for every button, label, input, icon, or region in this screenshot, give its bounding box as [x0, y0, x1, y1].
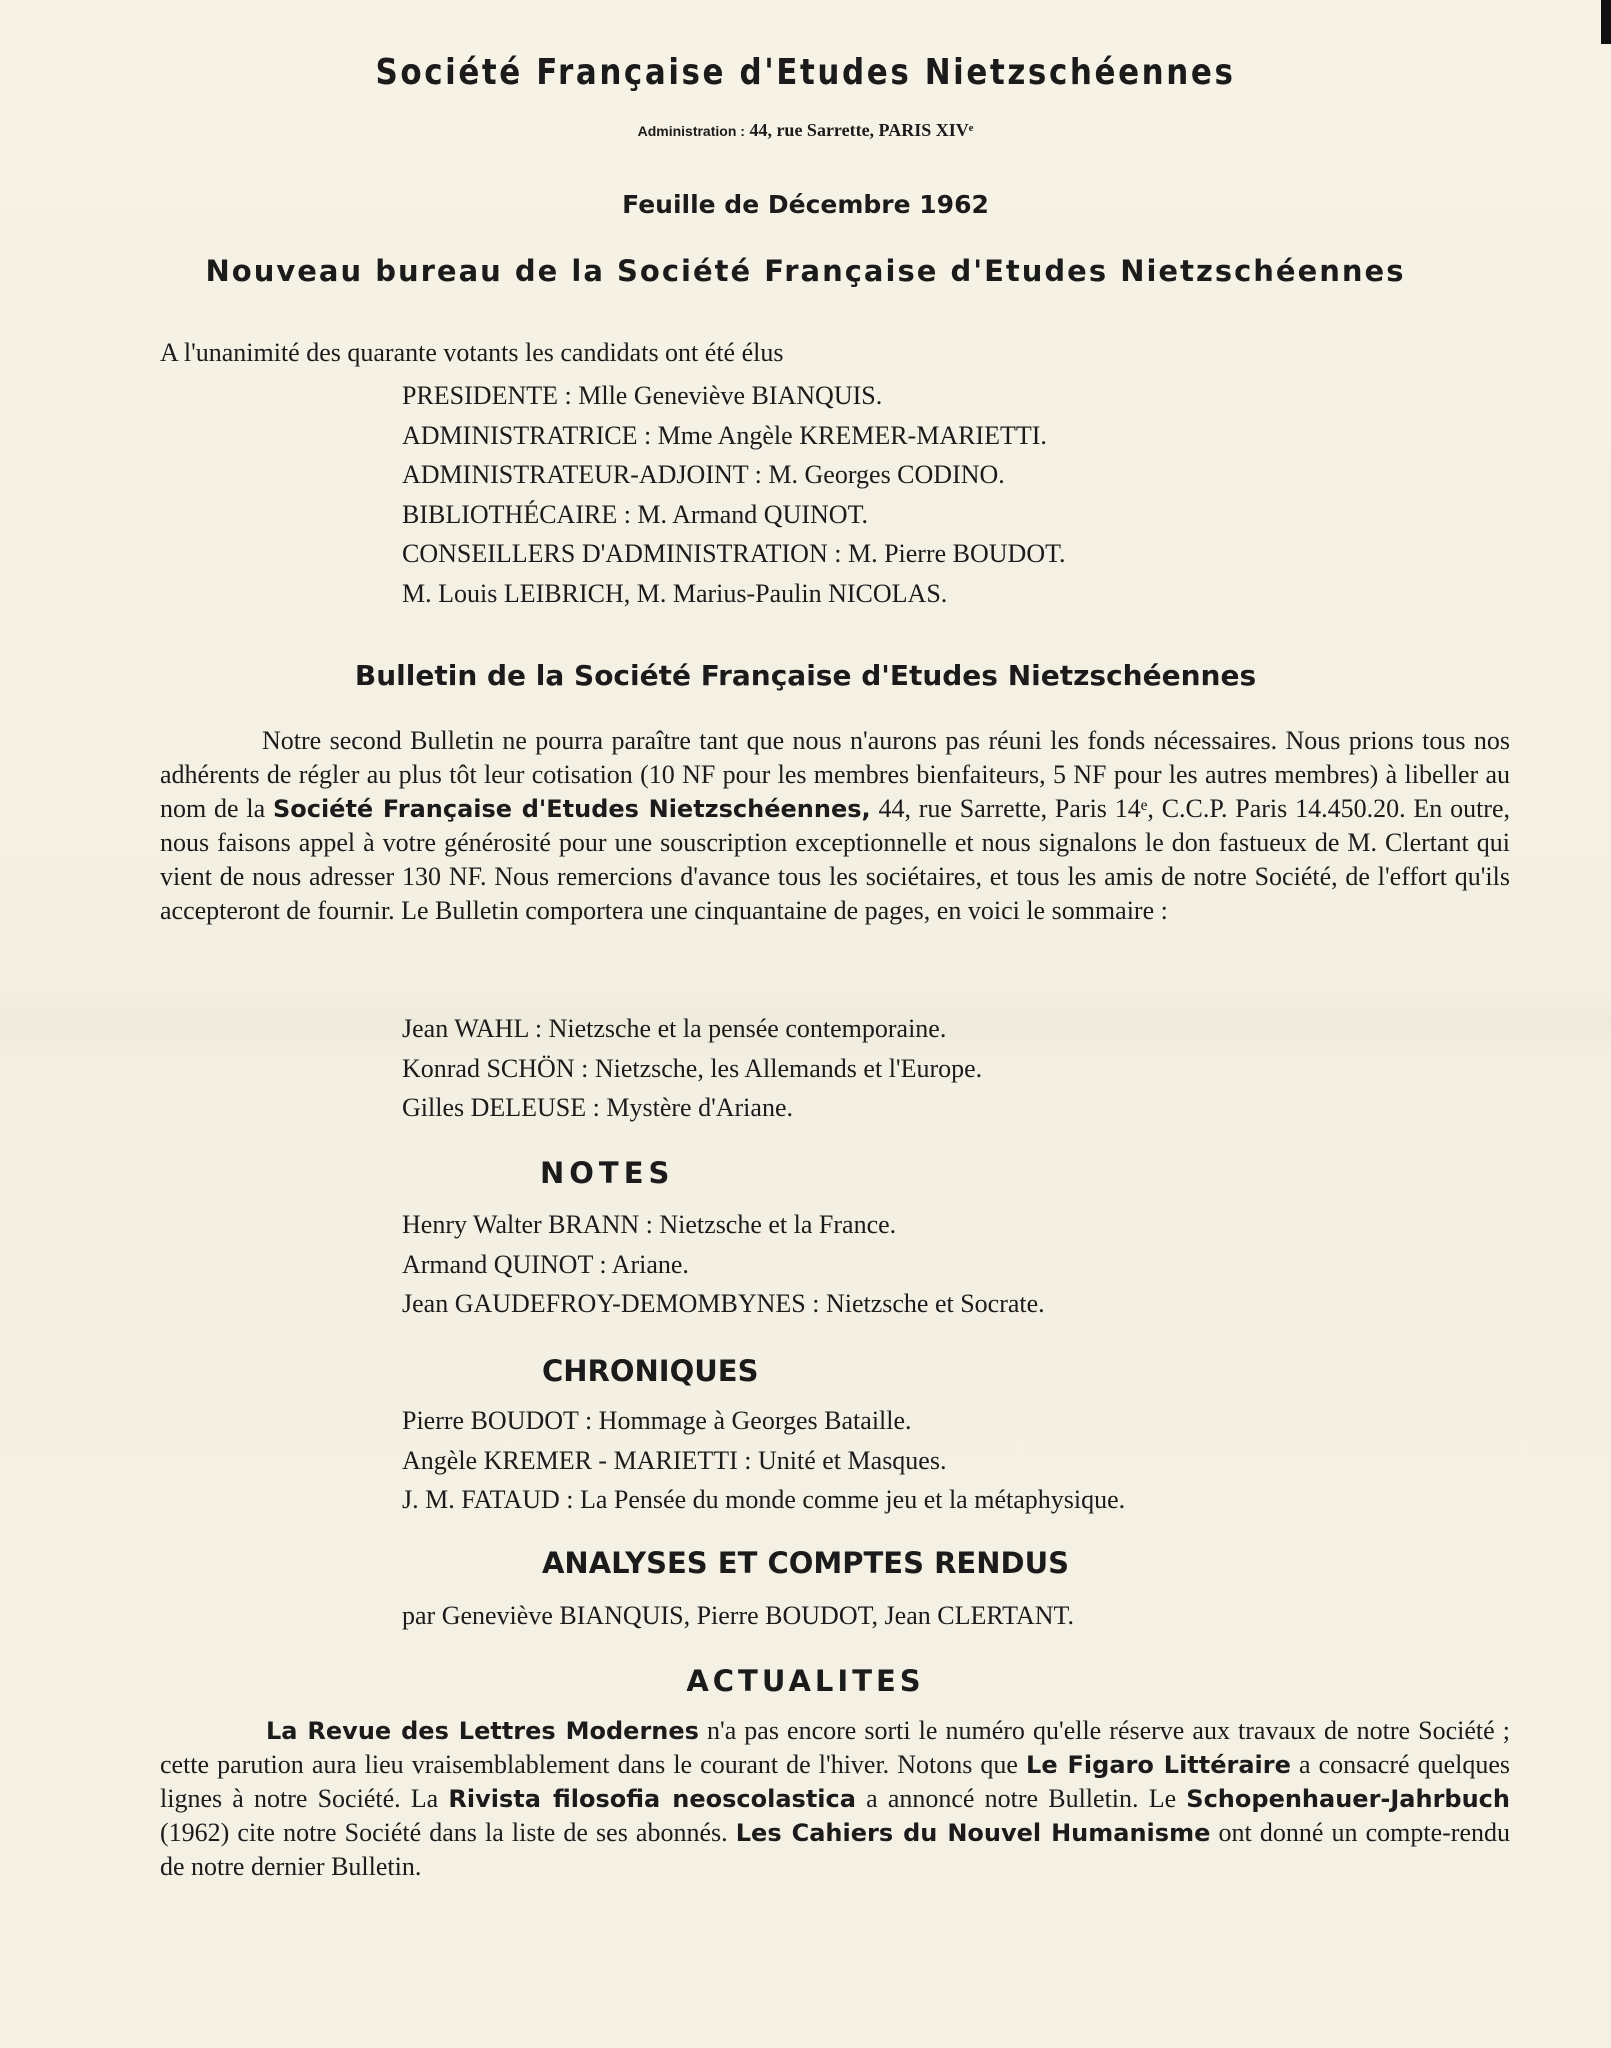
actualites-text-1: n'a pas encore sorti le numéro qu'elle réserve aux travaux de notre Société ; cette parution aura lieu vraisemblablement dans le courant de l'hiver. Notons que [160, 1716, 1510, 1779]
bulletin-paragraph [160, 724, 1510, 928]
scan-edge [1601, 0, 1611, 44]
journal-title: Rivista filosofia neoscolastica [448, 1785, 856, 1813]
bulletin-text-1: Notre second Bulletin ne pourra paraître tant que nous n'aurons pas réuni les fonds nécessaires. Nous prions tous nos adhérents de régler au plus tôt leur cotisation (10 NF pour les membres bienfaiteurs, 5 NF pour les autres membres) à libeller au nom de la [160, 726, 1510, 823]
chroniques-list [402, 1401, 1125, 1520]
list-item: PRESIDENTE : Mlle Geneviève BIANQUIS. [402, 381, 883, 410]
sommaire-list [402, 1009, 982, 1128]
actualites-text-5: ont donné un compte-rendu de notre dernier Bulletin. [160, 1818, 1510, 1881]
actualites-text-3: a annoncé notre Bulletin. Le [855, 1784, 1187, 1813]
notes-heading: NOTES [540, 1156, 675, 1190]
bulletin-text-2: 44, rue Sarrette, Paris 14ᵉ, C.C.P. Paris 14.450.20. En outre, nous faisons appel à votre générosité pour une souscription exceptionnelle et nous signalons le don fastueux de M. Clertant qui vient de nous adresser 130 NF. Nous remercions d'avance tous les sociétaires, et tous les amis de notre Société, de l'effort qu'ils accepteront de fournir. Le Bulletin comportera une cinquantaine de pages, en voici le sommaire : [160, 794, 1511, 925]
list-item: M. Louis LEIBRICH, M. Marius-Paulin NICOLAS. [402, 578, 948, 608]
address-value: 44, rue Sarrette, PARIS XIVᵉ [749, 120, 974, 140]
list-item: Armand QUINOT : Ariane. [402, 1249, 689, 1279]
bulletin-society-name: Société Française d'Etudes Nietzschéennes, [272, 795, 871, 823]
address-label: Administration : [637, 123, 745, 139]
actualites-heading: ACTUALITES [686, 1664, 925, 1698]
list-item: Pierre BOUDOT : Hommage à Georges Bataille. [402, 1406, 912, 1435]
journal-title: La Revue des Lettres Modernes [266, 1717, 699, 1745]
actualites-text-4: (1962) cite notre Société dans la liste de ses abonnés. [160, 1818, 736, 1847]
journal-title: Schopenhauer-Jahrbuch [1186, 1785, 1510, 1813]
bulletin-heading: Bulletin de la Société Française d'Etudes Nietzschéennes [354, 659, 1257, 692]
chroniques-heading: CHRONIQUES [542, 1354, 759, 1388]
list-item: Gilles DELEUSE : Mystère d'Ariane. [402, 1093, 793, 1122]
society-title: Société Française d'Etudes Nietzschéennes [375, 52, 1236, 93]
actualites-paragraph [160, 1714, 1510, 1884]
list-item: ADMINISTRATEUR-ADJOINT : M. Georges CODINO. [402, 460, 1005, 489]
journal-title: Les Cahiers du Nouvel Humanisme [735, 1819, 1211, 1847]
bureau-heading: Nouveau bureau de la Société Française d'Etudes Nietzschéennes [205, 254, 1406, 288]
list-item: Jean GAUDEFROY-DEMOMBYNES : Nietzsche et Socrate. [402, 1289, 1045, 1318]
notes-list [402, 1205, 1045, 1324]
list-item: CONSEILLERS D'ADMINISTRATION : M. Pierre BOUDOT. [402, 539, 1066, 568]
list-item: J. M. FATAUD : La Pensée du monde comme jeu et la métaphysique. [402, 1485, 1126, 1514]
bureau-intro: A l'unanimité des quarante votants les candidats ont été élus [160, 338, 784, 367]
list-item: ADMINISTRATRICE : Mme Angèle KREMER-MARIETTI. [402, 420, 1047, 450]
list-item: BIBLIOTHÉCAIRE : M. Armand QUINOT. [402, 499, 869, 529]
address-line [0, 120, 1611, 141]
issue-date: Feuille de Décembre 1962 [622, 190, 989, 219]
officers-list [402, 376, 1066, 613]
journal-title: Le Figaro Littéraire [1026, 1751, 1291, 1779]
analyses-text: par Geneviève BIANQUIS, Pierre BOUDOT, Jean CLERTANT. [402, 1601, 1074, 1630]
list-item: Angèle KREMER - MARIETTI : Unité et Masques. [402, 1445, 947, 1475]
list-item: Jean WAHL : Nietzsche et la pensée contemporaine. [402, 1014, 947, 1043]
analyses-heading: ANALYSES ET COMPTES RENDUS [541, 1546, 1070, 1580]
list-item: Konrad SCHÖN : Nietzsche, les Allemands et l'Europe. [402, 1053, 983, 1083]
actualites-text-2: a consacré quelques lignes à notre Société. La [160, 1750, 1511, 1813]
list-item: Henry Walter BRANN : Nietzsche et la France. [402, 1210, 897, 1239]
